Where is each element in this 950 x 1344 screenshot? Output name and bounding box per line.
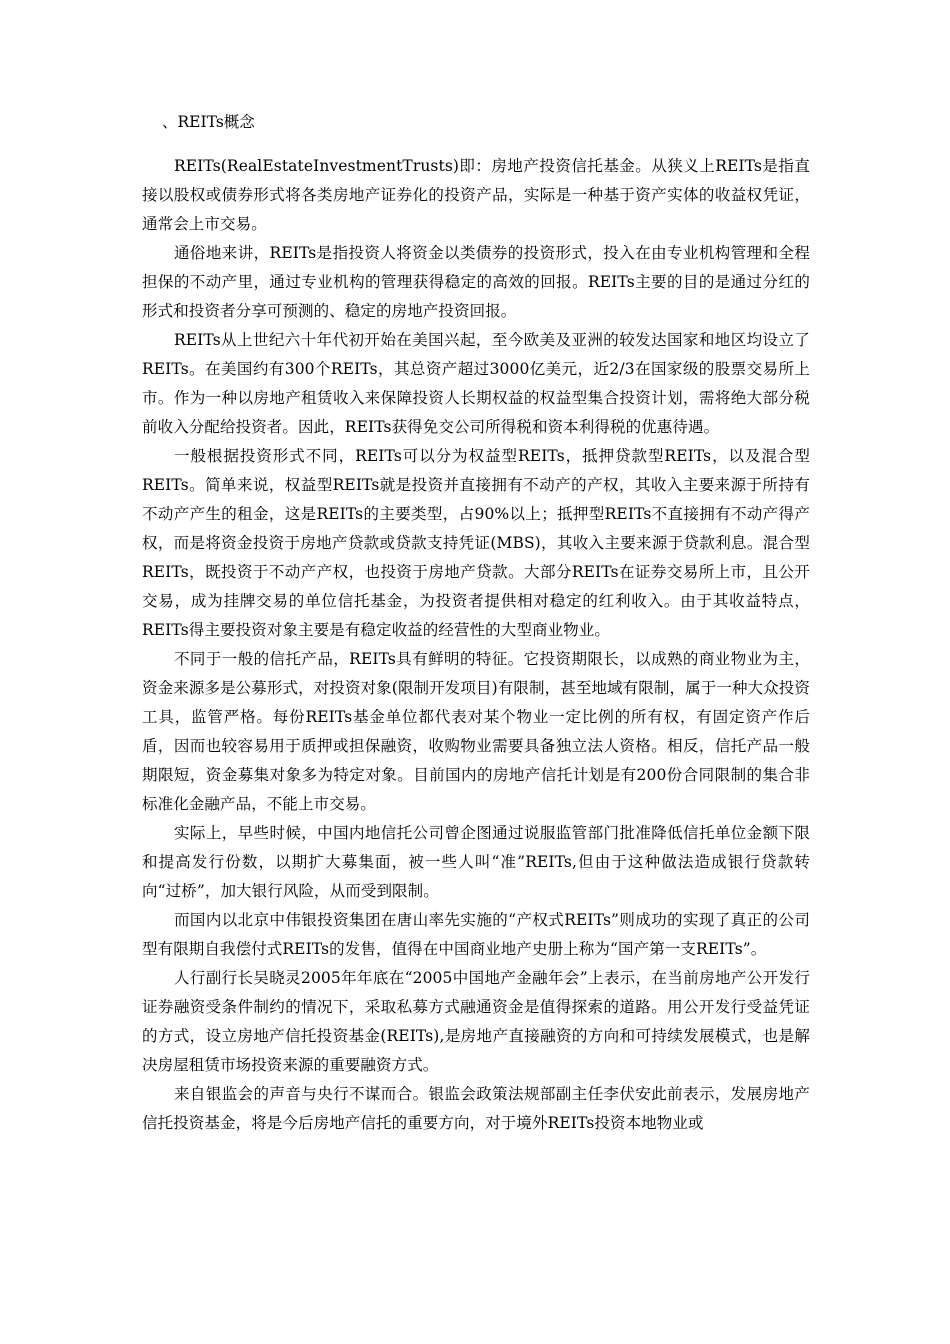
paragraph-pboc-view: 人行副行长吴晓灵2005年年底在“2005中国地产金融年会”上表示，在当前房地产公开发行证券融资受条件制约的情况下，采取私募方式融通资金是值得探索的道路。用公开发行受益凭证的方式，设立房地产信托投资基金(REITs),是房地产直接融资的方向和可持续发展模式，也是解决房屋租赁市场投资来源的重要融资方式。 <box>142 969 810 1074</box>
paragraph-types: 一般根据投资形式不同，REITs可以分为权益型REITs，抵押贷款型REITs，以及混合型REITs。简单来说，权益型REITs就是投资并直接拥有不动产的产权，其收入主要来源于所持有不动产产生的租金，这是REITs的主要类型，占90%以上；抵押型REITs不直接拥有不动产得产权，而是将资金投资于房地产贷款或贷款支持凭证(MBS)，其收入主要来源于贷款利息。混合型REITs，既投资于不动产产权，也投资于房地产贷款。大部分REITs在证券交易所上市，且公开交易，成为挂牌交易的单位信托基金，为投资者提供相对稳定的红利收入。由于其收益特点，REITs得主要投资对象主要是有稳定收益的经营性的大型商业物业。 <box>142 447 810 639</box>
paragraph-quasi-reits: 实际上，早些时候，中国内地信托公司曾企图通过说服监管部门批准降低信托单位金额下限和提高发行份数，以期扩大募集面，被一些人叫“准”REITs,但由于这种做法造成银行贷款转向“过桥”，加大银行风险，从而受到限制。 <box>142 824 810 900</box>
paragraph-plain-explanation: 通俗地来讲，REITs是指投资人将资金以类债券的投资形式，投入在由专业机构管理和全程担保的不动产里，通过专业机构的管理获得稳定的高效的回报。REITs主要的目的是通过分红的形式和投资者分享可预测的、稳定的房地产投资回报。 <box>142 244 810 320</box>
document-page <box>142 108 810 1138</box>
paragraph-features: 不同于一般的信托产品，REITs具有鲜明的特征。它投资期限长，以成熟的商业物业为主，资金来源多是公募形式，对投资对象(限制开发项目)有限制，甚至地域有限制，属于一种大众投资工具，监管严格。每份REITs基金单位都代表对某个物业一定比例的所有权，有固定资产作后盾，因而也较容易用于质押或担保融资，收购物业需要具备独立法人资格。相反，信托产品一般期限短，资金募集对象多为特定对象。目前国内的房地产信托计划是有200份合同限制的集合非标准化金融产品，不能上市交易。 <box>142 650 810 813</box>
paragraph-first-domestic: 而国内以北京中伟银投资集团在唐山率先实施的“产权式REITs”则成功的实现了真正的公司型有限期自我偿付式REITs的发售，值得在中国商业地产史册上称为“国产第一支REITs”。 <box>142 911 810 958</box>
paragraph-history: REITs从上世纪六十年代初开始在美国兴起，至今欧美及亚洲的较发达国家和地区均设立了REITs。在美国约有300个REITs，其总资产超过3000亿美元，近2/3在国家级的股票交易所上市。作为一种以房地产租赁收入来保障投资人长期权益的权益型集合投资计划，需将绝大部分税前收入分配给投资者。因此，REITs获得免交公司所得税和资本利得税的优惠待遇。 <box>142 331 810 436</box>
paragraph-definition: REITs(RealEstateInvestmentTrusts)即：房地产投资信托基金。从狭义上REITs是指直接以股权或债券形式将各类房地产证券化的投资产品，实际是一种基于资产实体的收益权凭证，通常会上市交易。 <box>142 157 810 233</box>
section-heading: 、REITs概念 <box>162 113 255 131</box>
paragraph-cbrc-view: 来自银监会的声音与央行不谋而合。银监会政策法规部副主任李伏安此前表示，发展房地产信托投资基金，将是今后房地产信托的重要方向，对于境外REITs投资本地物业或 <box>142 1085 810 1132</box>
